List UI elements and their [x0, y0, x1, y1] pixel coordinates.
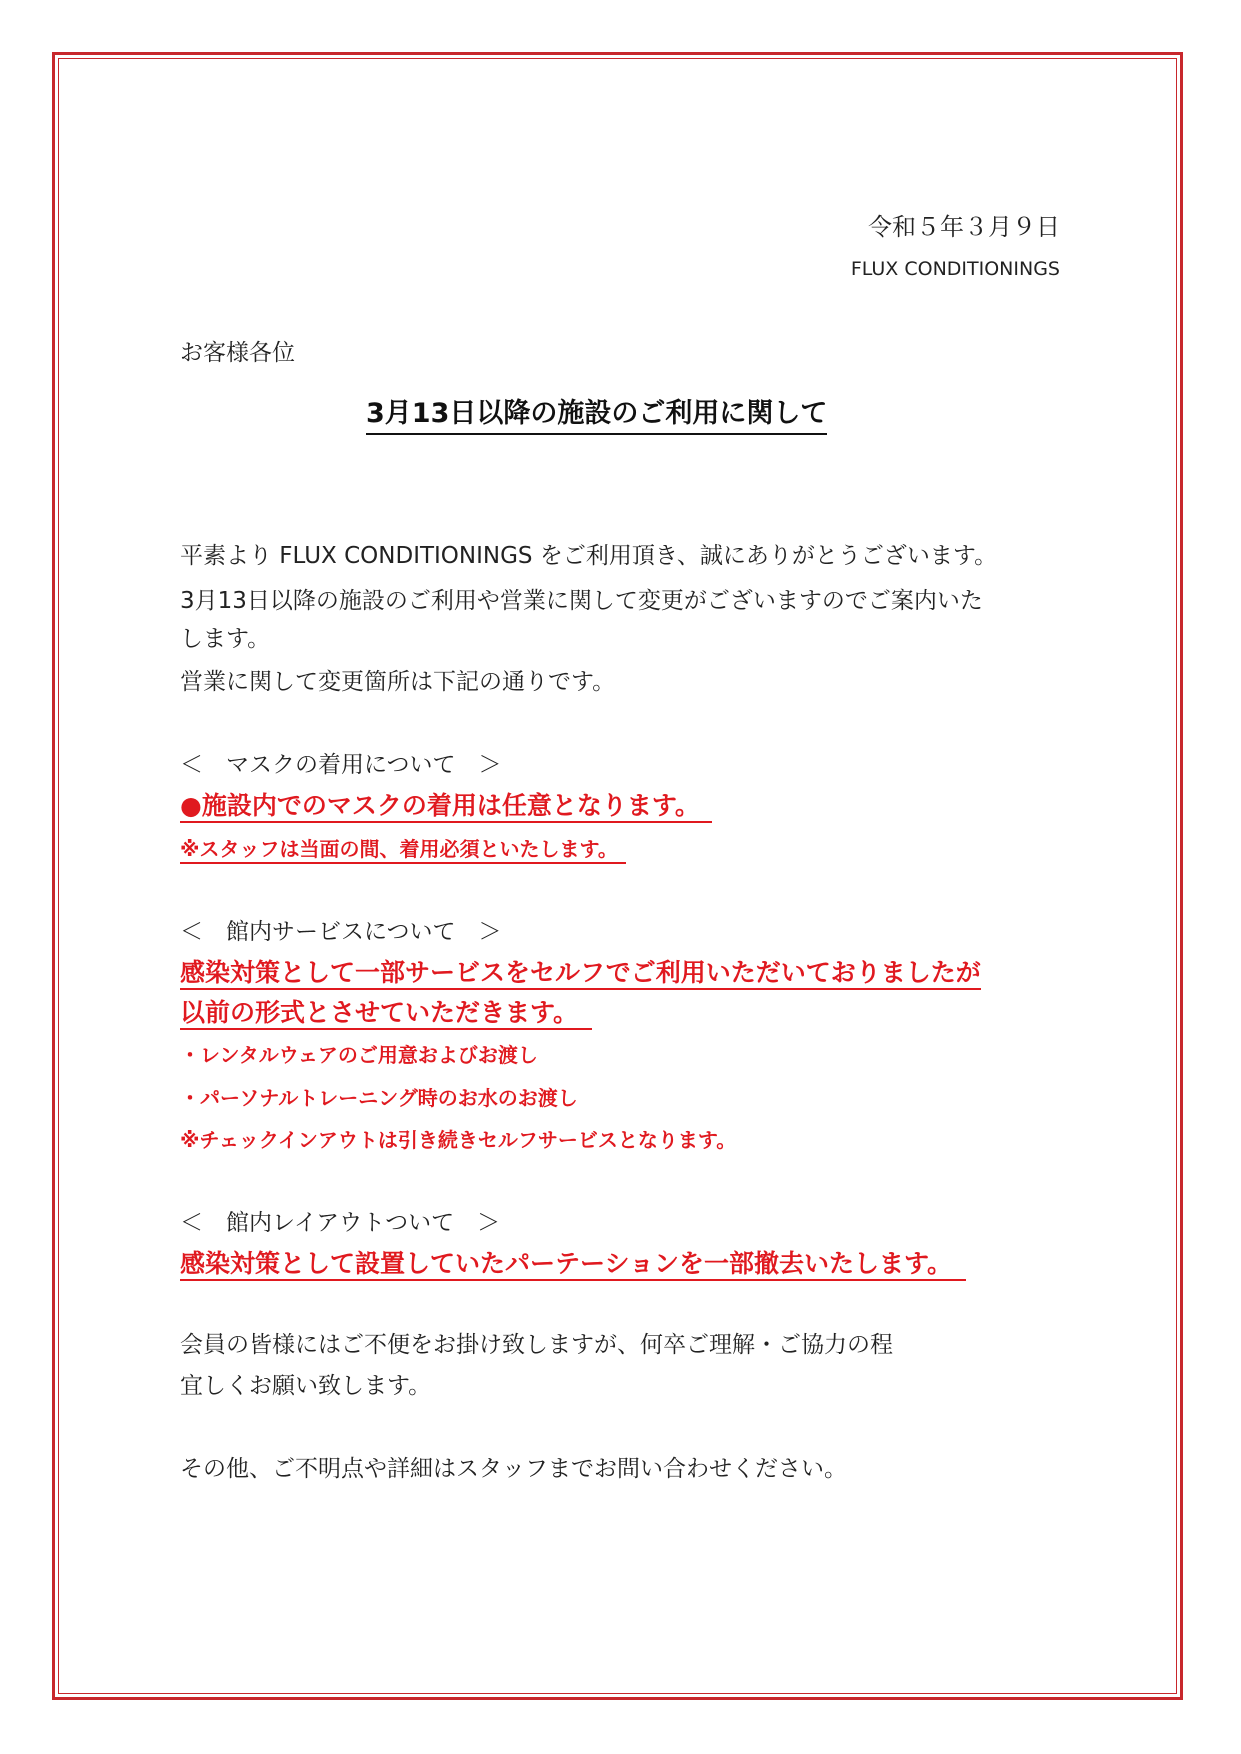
- closing-line-1: 会員の皆様にはご不便をお掛け致しますが、何卒ご理解・ご協力の程: [180, 1332, 893, 1358]
- contact-line: その他、ご不明点や詳細はスタッフまでお問い合わせください。: [180, 1456, 847, 1482]
- intro-line-2: 3月13日以降の施設のご利用や営業に関して変更がございますのでご案内いた: [180, 588, 983, 614]
- section-heading-mask: ＜ マスクの着用について ＞: [180, 752, 502, 778]
- issue-date: 令和５年３月９日: [868, 213, 1060, 241]
- addressee: お客様各位: [180, 340, 295, 366]
- service-item-rental-wear: ・レンタルウェアのご用意およびお渡し: [180, 1043, 538, 1067]
- services-notice-line-2: 以前の形式とさせていただきます。: [180, 1000, 592, 1030]
- services-notice-line-1: 感染対策として一部サービスをセルフでご利用いただいておりましたが: [180, 960, 981, 990]
- page-border-inner: [58, 58, 1177, 1694]
- organization-name: FLUX CONDITIONINGS: [850, 258, 1060, 280]
- checkin-self-service-notice: ※チェックインアウトは引き続きセルフサービスとなります。: [180, 1128, 737, 1152]
- closing-line-2: 宜しくお願い致します。: [180, 1373, 432, 1399]
- intro-line-4: 営業に関して変更箇所は下記の通りです。: [180, 669, 616, 695]
- section-heading-layout: ＜ 館内レイアウトついて ＞: [180, 1210, 501, 1236]
- service-item-water: ・パーソナルトレーニング時のお水のお渡し: [180, 1086, 578, 1110]
- staff-mask-notice: ※スタッフは当面の間、着用必須といたします。: [180, 839, 626, 864]
- notice-title: 3月13日以降の施設のご利用に関して: [366, 400, 827, 435]
- section-heading-services: ＜ 館内サービスについて ＞: [180, 919, 502, 945]
- mask-optional-notice: ●施設内でのマスクの着用は任意となります。: [180, 793, 712, 823]
- intro-line-1: 平素より FLUX CONDITIONINGS をご利用頂き、誠にありがとうございます。: [180, 543, 998, 569]
- intro-line-3: します。: [180, 626, 271, 652]
- partition-removal-notice: 感染対策として設置していたパーテーションを一部撤去いたします。: [180, 1251, 966, 1281]
